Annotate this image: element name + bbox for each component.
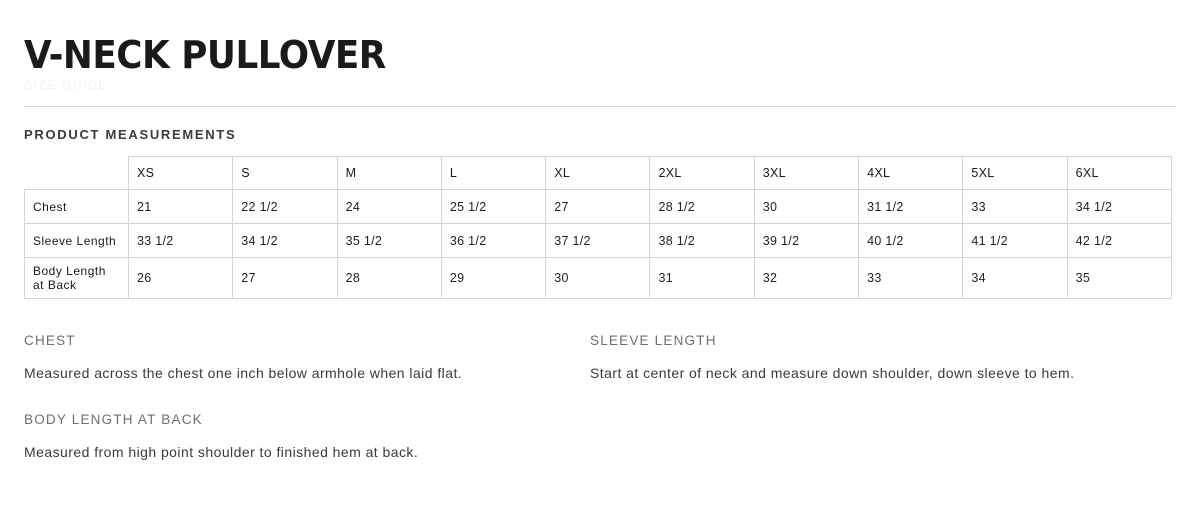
cell-chest-l: 25 1/2: [441, 190, 545, 224]
page-title: V-NECK PULLOVER: [24, 33, 386, 77]
size-header-5xl: 5XL: [963, 157, 1067, 190]
cell-chest-s: 22 1/2: [233, 190, 337, 224]
size-header-4xl: 4XL: [859, 157, 963, 190]
cell-chest-4xl: 31 1/2: [859, 190, 963, 224]
row-label-chest: Chest: [25, 190, 129, 224]
cell-body-s: 27: [233, 258, 337, 299]
cell-sleeve-6xl: 42 1/2: [1067, 224, 1171, 258]
cell-body-xs: 26: [129, 258, 233, 299]
table-row: [25, 224, 1172, 258]
cell-chest-m: 24: [337, 190, 441, 224]
cell-sleeve-2xl: 38 1/2: [650, 224, 754, 258]
cell-sleeve-3xl: 39 1/2: [754, 224, 858, 258]
table-row: [25, 190, 1172, 224]
cell-sleeve-l: 36 1/2: [441, 224, 545, 258]
cell-sleeve-s: 34 1/2: [233, 224, 337, 258]
cell-body-3xl: 32: [754, 258, 858, 299]
cell-sleeve-xs: 33 1/2: [129, 224, 233, 258]
cell-body-l: 29: [441, 258, 545, 299]
cell-sleeve-xl: 37 1/2: [546, 224, 650, 258]
cell-body-5xl: 34: [963, 258, 1067, 299]
note-body-length-body: Measured from high point shoulder to finished hem at back.: [24, 444, 419, 460]
note-sleeve-length-body: Start at center of neck and measure down shoulder, down sleeve to hem.: [590, 365, 1075, 381]
cell-chest-2xl: 28 1/2: [650, 190, 754, 224]
cell-sleeve-5xl: 41 1/2: [963, 224, 1067, 258]
size-header-2xl: 2XL: [650, 157, 754, 190]
note-body-length-at-back: [24, 412, 590, 465]
note-chest-title: CHEST: [24, 333, 76, 348]
size-header-xs: XS: [129, 157, 233, 190]
table-corner-cell: [25, 157, 129, 190]
cell-body-m: 28: [337, 258, 441, 299]
cell-chest-6xl: 34 1/2: [1067, 190, 1171, 224]
row-label-body-length-at-back: Body Length at Back: [25, 258, 129, 299]
size-header-3xl: 3XL: [754, 157, 858, 190]
cell-chest-xs: 21: [129, 190, 233, 224]
size-header-s: S: [233, 157, 337, 190]
size-header-6xl: 6XL: [1067, 157, 1171, 190]
cell-body-6xl: 35: [1067, 258, 1171, 299]
size-header-m: M: [337, 157, 441, 190]
note-chest-body: Measured across the chest one inch below armhole when laid flat.: [24, 365, 463, 381]
note-sleeve-length-title: SLEEVE LENGTH: [590, 333, 717, 348]
cell-chest-xl: 27: [546, 190, 650, 224]
cell-sleeve-m: 35 1/2: [337, 224, 441, 258]
cell-chest-5xl: 33: [963, 190, 1067, 224]
table-header-row: [25, 157, 1172, 190]
size-header-xl: XL: [546, 157, 650, 190]
size-header-l: L: [441, 157, 545, 190]
header-divider: [24, 106, 1176, 107]
measurements-table: [24, 156, 1172, 299]
row-label-sleeve-length: Sleeve Length: [25, 224, 129, 258]
cell-body-4xl: 33: [859, 258, 963, 299]
note-body-length-title: BODY LENGTH AT BACK: [24, 412, 203, 427]
cell-body-xl: 30: [546, 258, 650, 299]
product-measurements-label: PRODUCT MEASUREMENTS: [24, 127, 237, 142]
table-row: [25, 258, 1172, 299]
measurement-notes: [24, 333, 1176, 491]
cell-body-2xl: 31: [650, 258, 754, 299]
cell-chest-3xl: 30: [754, 190, 858, 224]
note-chest: [24, 333, 590, 386]
note-sleeve-length: [590, 333, 1156, 386]
page-subtitle: SIZE GUIDE: [24, 78, 109, 92]
cell-sleeve-4xl: 40 1/2: [859, 224, 963, 258]
